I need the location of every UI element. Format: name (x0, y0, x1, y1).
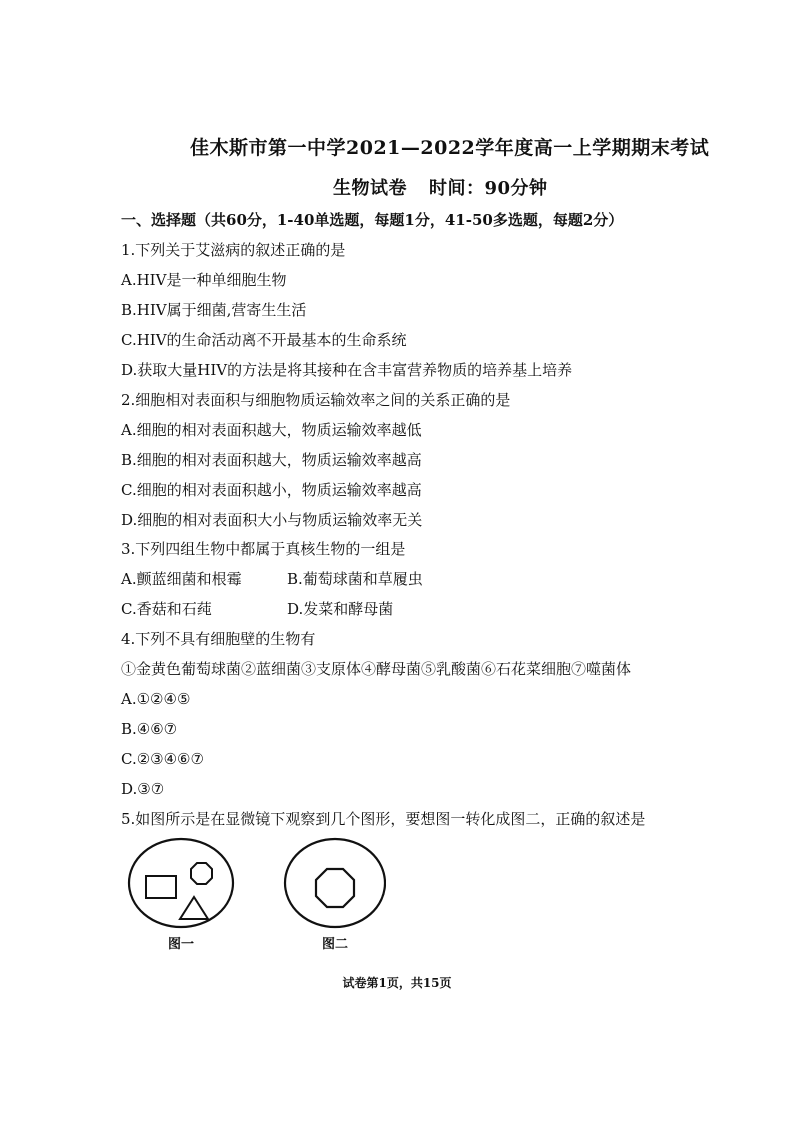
page-footer: 试卷第1页，共15页 (342, 976, 452, 990)
question-2-option-d: D.细胞的相对表面积大小与物质运输效率无关 (121, 511, 423, 529)
question-4-option-a: A.①②④⑤ (121, 690, 191, 708)
figure-1-label: 图一 (168, 937, 195, 952)
triangle-shape (180, 897, 208, 919)
question-4-organism-list: ①金黄色葡萄球菌②蓝细菌③支原体④酵母菌⑤乳酸菌⑥石花菜细胞⑦噬菌体 (121, 660, 632, 678)
figure-2-field (285, 839, 385, 927)
question-3-option-b: B.葡萄球菌和草履虫 (287, 570, 423, 588)
question-4-option-c: C.②③④⑥⑦ (121, 750, 204, 768)
question-3-option-a: A.颤蓝细菌和根霉 (121, 570, 242, 588)
question-1-option-c: C.HIV的生命活动离不开最基本的生命系统 (121, 331, 407, 349)
question-4-option-d: D.③⑦ (121, 780, 165, 798)
section-heading: 一、选择题（共60分，1-40单选题，每题1分，41-50多选题，每题2分） (121, 211, 624, 229)
figures-drawing (126, 836, 386, 931)
question-3-option-d: D.发菜和酵母菌 (287, 600, 394, 618)
question-2-option-c: C.细胞的相对表面积越小，物质运输效率越高 (121, 481, 422, 499)
question-5-stem: 5.如图所示是在显微镜下观察到几个图形，要想图一转化成图二，正确的叙述是 (121, 810, 646, 828)
question-3-stem: 3.下列四组生物中都属于真核生物的一组是 (121, 540, 406, 558)
square-shape (146, 876, 176, 898)
question-4-stem: 4.下列不具有细胞壁的生物有 (121, 630, 316, 648)
figure-1-field (129, 839, 233, 927)
subject-label: 生物试卷 (333, 178, 407, 199)
octagon-shape-large (316, 869, 354, 907)
question-1-option-b: B.HIV属于细菌,营寄生生活 (121, 301, 307, 319)
octagon-shape-small (191, 863, 212, 884)
question-1-stem: 1.下列关于艾滋病的叙述正确的是 (121, 241, 346, 259)
question-3-option-c: C.香菇和石莼 (121, 600, 212, 618)
exam-subtitle (333, 174, 548, 200)
question-2-option-a: A.细胞的相对表面积越大，物质运输效率越低 (121, 421, 422, 439)
question-2-stem: 2.细胞相对表面积与细胞物质运输效率之间的关系正确的是 (121, 391, 511, 409)
question-1-option-d: D.获取大量HIV的方法是将其接种在含丰富营养物质的培养基上培养 (121, 361, 573, 379)
question-3-options-row-2 (121, 599, 393, 619)
time-label: 时间：90分钟 (429, 178, 548, 199)
question-3-options-row-1 (121, 569, 423, 589)
question-2-option-b: B.细胞的相对表面积越大，物质运输效率越高 (121, 451, 422, 469)
question-1-option-a: A.HIV是一种单细胞生物 (121, 271, 287, 289)
microscope-figures (126, 836, 386, 956)
exam-title: 佳木斯市第一中学2021—2022学年度高一上学期期末考试 (190, 137, 710, 159)
question-4-option-b: B.④⑥⑦ (121, 720, 178, 738)
figure-2-label: 图二 (322, 937, 349, 952)
